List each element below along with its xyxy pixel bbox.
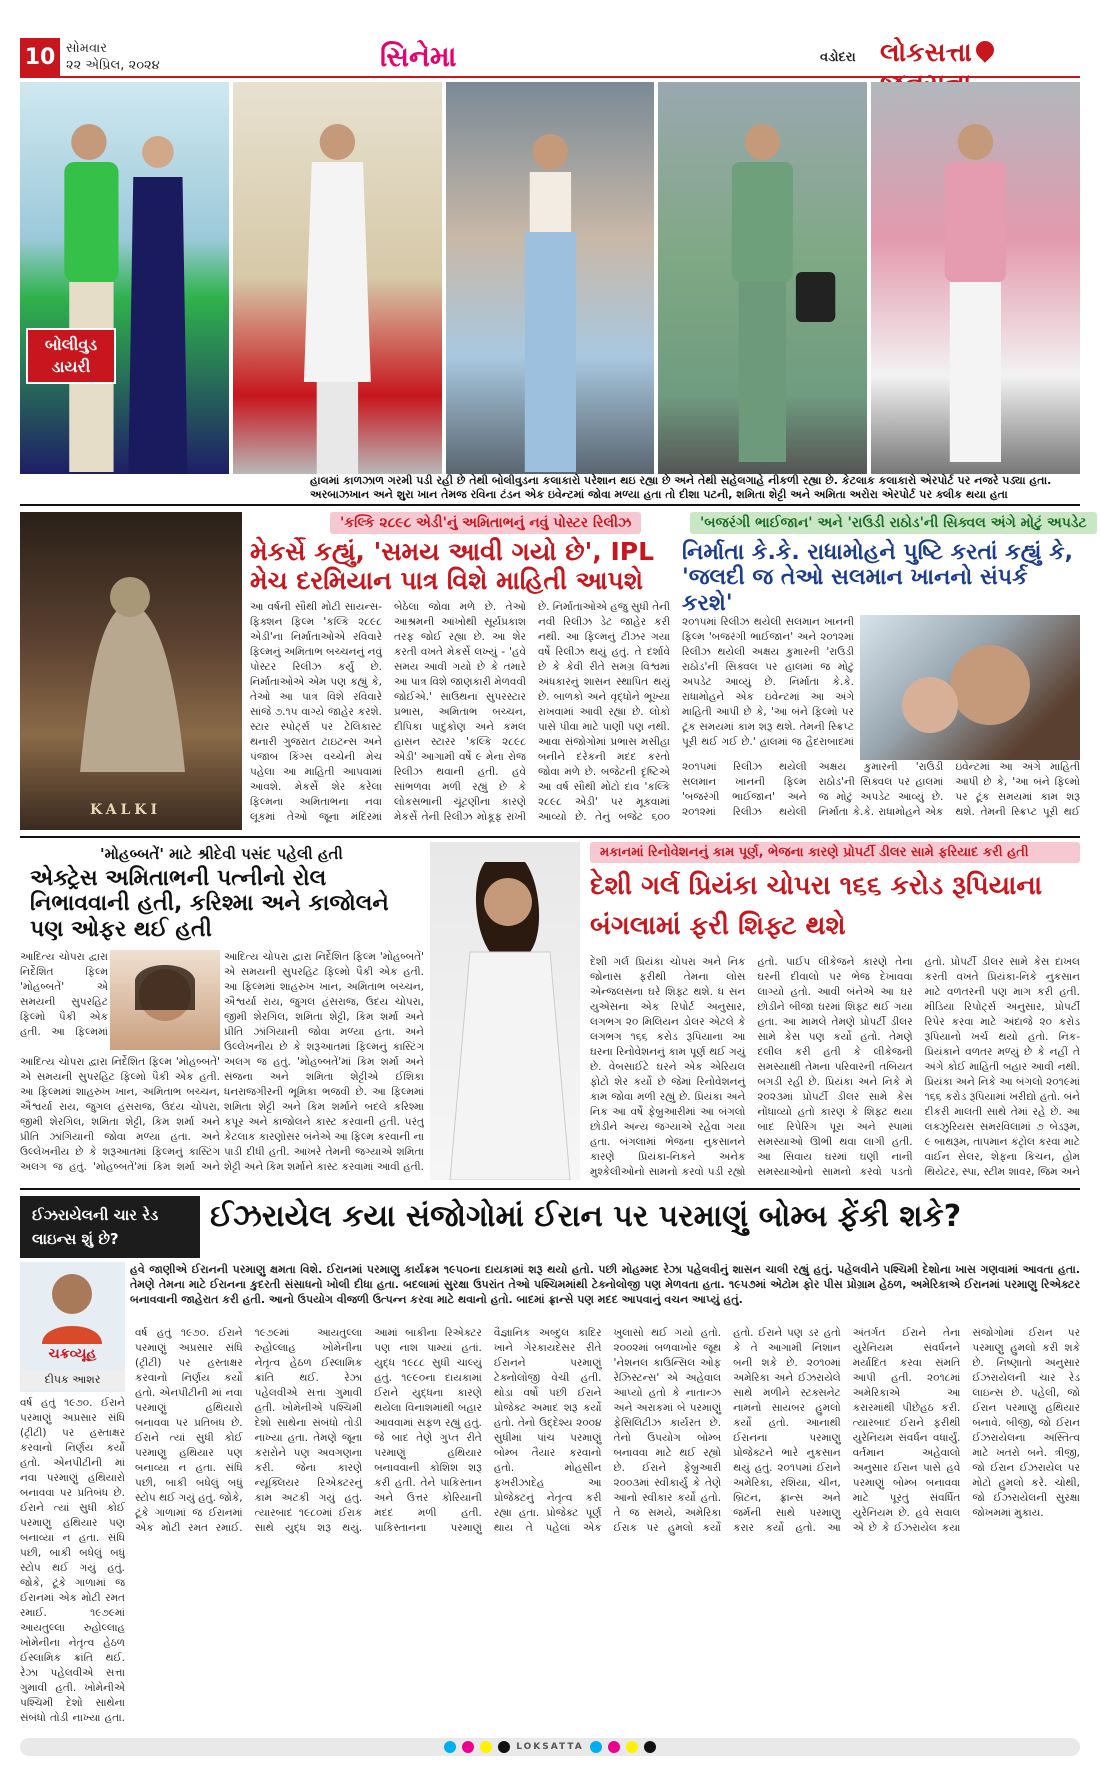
woman-figure-icon [871, 82, 1080, 474]
kalki-poster [20, 512, 242, 830]
sage-figure-icon [20, 512, 242, 830]
photo-raveena [233, 82, 442, 474]
photo-caption: હાલમાં કાળઝાળ ગરમી પડી રહી છે તેથી બોલીવુડના કલાકારો પરેશાન થઇ રહ્યા છે અને તેથી સહેલગાહે નીકળી રહ્યા છે. કેટલાક કલાકારો એરપોર્ટ પર નજરે પડ્યા હતા. અરબાઝખાન અને શુરા ખાન તેમજ રવિના ટંડન એક ઇવેન્ટમાં જોવા મળ્યા હતા તો દીશા પટની, શમિતા શેટ્ટી અને અમિતા અરોરા એરપોર્ટ પર ક્લીક થયા હતા [310, 474, 1052, 501]
actress-face-icon [110, 950, 220, 1050]
story4-headline: દેશી ગર્લ પ્રિયંકા ચોપરા ૧૬૬ કરોડ રૂપિયાના બંગલામાં ફરી શિફ્ટ થશે [590, 871, 1043, 942]
story5-intro: હવે જાણીએ ઈરાનની પરમાણુ ક્ષમતા વિશે. ઈરાનમાં પરમાણુ કાર્યક્રમ ૧૯૫૦ના દાયકામાં શરૂ થયો હતો. પછી મોહમ્મદ રેઝા પહેલવીનું શાસન ચાલી રહ્યું હતું. પહેલવીને પશ્ચિમી દેશોના ખાસ ગણવામાં આવતા હતા. તેમણે તેમના માટે ઈરાનના કુદરતી સંસાધનો ખોલી દીધા હતા. બદલામાં સુરક્ષા ઉપરાંત તેઓ પશ્ચિમમાંથી ટેક્નોલોજી પણ મેળવતા હતા. ૧૯૫૭માં એટોમ ફોર પીસ પ્રોગ્રામ હેઠળ, અમેરિકાએ ઈરાનમાં પરમાણુ રિએક્ટર બનાવવાની જાહેરાત કરી હતી. આનો ઉપયોગ વીજળી ઉત્પન્ન કરવા માટે થવાનો હતો. બાદમાં ફ્રાન્સે પણ મદદ આપવાનું વચન આપ્યું હતું. [130, 1263, 1080, 1306]
section-title: સિનેમા [380, 40, 457, 73]
day: સોમવાર [66, 41, 107, 56]
story3-body-left: આદિત્ય ચોપરા દ્વારા નિર્દેશિત ફિલ્મ 'મોહબ્બતેં' એ સમયની સુપરહિટ ફિલ્મો પૈકી એક હતી. આ ફિલ્મમાં શાહરુખ ખાન, અમિતાભ બચ્ચન, ઐશ્વર્યા રાય, જુગલ હંસરાજ, ઉદય ચોપરા, જીમી શેરગિલ, શમિતા શેટ્ટી, કિમ શર્મા અને પ્રીતિ ઝાંગિયાની જોવા મળ્યા હતા. અને ઉલ્લેખનીય છે કે શરૂઆતમાં ફિલ્મનું કાસ્ટિંગ અલગ જ હતું. 'મોહબ્બતેં'માં કિમ શર્મા અને [20, 1056, 220, 1173]
magenta-dot-icon [608, 1741, 620, 1753]
photo-arbaaz-shura [20, 82, 229, 474]
story4-kicker: મકાનમાં રિનોવેશનનું કામ પૂર્ણ, ભેજના કારણે પ્રોપર્ટી ડીલર સામે ફરિયાદ કરી હતી [590, 842, 1080, 863]
story2-kicker: 'બજરંગી ભાઈજાન' અને 'રાઉડી રાઠોડ'ની સિક્વલ અંગે મોટું અપડેટ [690, 512, 1097, 534]
story3-kicker: 'મોહબ્બતેં' માટે શ્રીદેવી પસંદ પહેલી હતી [90, 842, 353, 866]
woman-figure-icon [658, 82, 867, 474]
story2-body: ૨૦૧૫માં રિલીઝ થયેલી સલમાન ખાનની ફિલ્મ 'બજરંગી ભાઈજાન' અને ૨૦૧૨માં રિલીઝ થયેલી અક્ષય કુમારની 'રાઉડી રાઠોડ'ની સિક્વલ પર હાલમાં જ મોટું અપડેટ આવ્યું છે. નિર્માતા કે.કે. રાધામોહને એક ઇવેન્ટમાં આ અંગે માહિતી આપી છે કે, 'આ બંને ફિલ્મો પર ટૂંક સમયમાં કામ શરૂ થશે. તેમની સ્ક્રિપ્ટ પૂરી થઈ [682, 761, 1080, 818]
story3-body-right: આદિત્ય ચોપરા દ્વારા નિર્દેશિત ફિલ્મ 'મોહબ્બતેં' એ સમયની સુપરહિટ ફિલ્મો પૈકી એક હતી. આ ફિલ્મમાં શાહરુખ ખાન, અમિતાભ બચ્ચન, ઐશ્વર્યા રાય, જુગલ હંસરાજ, ઉદય ચોપરા, જીમી શેરગિલ, શમિતા શેટ્ટી, કિમ શર્મા અને પ્રીતિ ઝાંગિયાની જોવા મળ્યા હતા. અને ઉલ્લેખનીય છે કે શરૂઆતમાં ફિલ્મનું કાસ્ટિંગ અલગ જ હતું. 'મોહબ્બતેં'માં કિમ શર્મા અને સંજના અને શમિતા શેટ્ટીએ ઈશિકા ધનરાજગીરની ભૂમિકા ભજવી છે. આ ફિલ્મમાં શમિતા શેટ્ટી અને કિમ શર્માને બદલે કરિશ્મા કપૂર અને કાજોલને કાસ્ટ કરવાની હતી. પરંતુ કેટલાક કારણોસર બંનેએ આ ફિલ્મ કરવાની ના પાડી દીધી હતી. આખરે તેમની જગ્યાએ શમિતા શેટ્ટી અને કિમ શર્માને કાસ્ટ કરવામાં આવી હતી. [224, 951, 424, 1173]
woman-figure-icon [446, 82, 655, 474]
story3-body-lead: આદિત્ય ચોપરા દ્વારા નિર્દેશિત ફિલ્મ 'મોહબ્બતેં' એ સમયની સુપરહિટ ફિલ્મો પૈકી એક હતી. આ ફિલ્મમાં [20, 951, 108, 1038]
story1-body: આ વર્ષની સૌથી મોટી સાયન્સ-ફિક્શન ફિલ્મ 'કલ્કિ ૨૮૯૮ એડી'ના નિર્માતાઓએ રવિવારે ફિલ્મનું અમિતાભ બચ્ચનનું નવું પોસ્ટર રિલીઝ કર્યું છે. નિર્માતાઓએ એમ પણ કહ્યું કે, તેઓ આ પાત્ર વિશે રવિવારે સાંજે ૭.૧૫ વાગ્યે જાહેર કરશે. સ્ટાર સ્પોર્ટ્સ પર ટેલિકાસ્ટ થનારી ગુજરાત ટાઇટન્સ અને પંજાબ કિંગ્સ વચ્ચેની મેચ પહેલા આ માહિતી આપવામાં આવશે. મેકર્સે શેર કરેલા ફિલ્મના અમિતાભના નવા લૂકમાં તેઓ જૂના મંદિરમાં બેઠેલા જોવા મળે છે. તેઓ આશ્રમની આંખોથી સૂર્યપ્રકાશ તરફ જોઈ રહ્યા છે. આ શેર કરતી વખતે મેકર્સે લખ્યું - 'હવે સમય આવી ગયો છે કે તમારે આ પાત્ર વિશે જાણકારી મેળવવી જોઈએ.' સાઉથના સુપરસ્ટાર પ્રભાસ, અમિતાભ બચ્ચન, દીપિકા પાદુકોણ અને કમલ હાસન સ્ટારર 'કલ્કિ ૨૮૯૮ એડી' આગામી વર્ષે ૯ મેના રોજ રિલીઝ થવાની હતી. હવે સાંભળવા મળી રહ્યું છે કે લોકસભાની ચૂંટણીના કારણે મેકર્સે તેની રિલીઝ મોકૂફ રાખી છે. નિર્માતાઓએ હજુ સુધી તેની નવી રિલીઝ ડેટ જાહેર કરી નથી. આ ફિલ્મનું ટીઝર ગયા વર્ષે રિલીઝ થયું હતું. તે દર્શાવે છે કે કેવી રીતે સમગ્ર વિશ્વમાં અંધકારનું શાસન સ્થાપિત થયું છે. બાળકો અને વૃદ્ધોને ભૂખ્યા રાખવામાં આવી રહ્યા છે. લોકો પાસે પીવા માટે પાણી પણ નથી. આવા સંજોગોમાં પ્રભાસ મસીહા બનીને દરેકની મદદ કરતો જોવા મળે છે. બજેટની દૃષ્ટિએ આ વર્ષ સૌથી મોટો દાવ 'કલ્કિ ૨૮૯૮ એડી' પર મૂકવામાં આવ્યો છે. તેનું બજેટ ૬૦૦ [250, 601, 670, 823]
yellow-dot-icon [626, 1741, 638, 1753]
logo-left: લોકસત્તા [880, 38, 972, 68]
column-logo: ચક્રવ્યૂહ [48, 1346, 97, 1362]
woman-figure-icon [430, 842, 580, 1180]
map-pin-icon [972, 37, 997, 62]
story2-body-lead: ૨૦૧૫માં રિલીઝ થયેલી સલમાન ખાનની ફિલ્મ 'બજરંગી ભાઈજાન' અને ૨૦૧૨માં રિલીઝ થયેલી અક્ષય કુમારની 'રાઉડી રાઠોડ'ની સિક્વલ પર હાલમાં જ મોટું અપડેટ આવ્યું છે. નિર્માતા કે.કે. રાધામોહને એક ઇવેન્ટમાં આ અંગે માહિતી આપી છે કે, 'આ બંને ફિલ્મો પર ટૂંક સમયમાં કામ શરૂ થશે. તેમની સ્ક્રિપ્ટ પૂરી થઈ ગઈ છે.' હાલમાં જ હૈદરાબાદમાં [682, 616, 854, 748]
cyan-dot-icon [590, 1741, 602, 1753]
edition-city: વડોદરા [820, 50, 856, 65]
black-dot-icon [644, 1741, 656, 1753]
bollywood-diary-badge: બોલીવુડ ડાયરી [26, 328, 116, 384]
photo-shamita [658, 82, 867, 474]
story5-kicker: ઈઝરાયેલની ચાર રેડ લાઇન્સ શું છે? [20, 1196, 200, 1258]
author-box [20, 1262, 125, 1392]
story1-kicker: 'કલ્કિ ૨૮૯૮ એડી'નું અમિતાભનું નવું પોસ્ટર રિલીઝ [330, 512, 641, 534]
bollywood-photo-strip [20, 82, 1080, 474]
page-number: 10 [20, 38, 60, 76]
poster-title: KALKI [90, 802, 162, 818]
story5-body: વર્ષ હતું ૧૯૭૦. ઈરાને પરમાણું અપ્રસાર સંધિ (ટ્રીટી) પર હસ્તાક્ષર કરવાનો નિર્ણય કર્યો હતો. એનપીટીની માં નવા પરમાણું હથિયારો બનાવવા પર પ્રતિબંધ છે. ઈરાને ત્યાં સુધી કોઈ પરમાણુ હથિયાર પણ બનાવ્યા ન હતા. સંધિ પછી, બાકી બધેલું બધું સ્ટોપ થઈ ગયું હતું. જોકે, ટૂંકે ગાળામાં જ ઈરાનમાં એક મોટી રમત રમાઈ. ૧૯૭૯માં આયતુલ્લા રુહોલ્લાહ ખોમેનીના નેતૃત્વ હેઠળ ઈસ્લામિક ક્રાંતિ થઈ. રેઝા પહેલવીએ સત્તા ગુમાવી હતી. ખોમેનીએ પશ્ચિમી દેશો સાથેના સંબંધો તોડી નાખ્યા હતા. તેમણે જૂના કરારોને પણ અવગણના કરી. જેના કારણે ન્યૂક્લિયર રિએક્ટરનું કામ અટકી ગયું હતું. ત્યારબાદ ૧૯૮૦માં ઈરાક સાથે યુદ્ધ શરૂ થયું. આમાં બાકીના રિએક્ટર પણ નાશ પામ્યાં હતાં. યુદ્ધ ૧૯૮૮ સુધી ચાલ્યું હતું. ૧૯૯૦ના દાયકામાં ઈરાને યુદ્ધના કારણે થયેલા વિનાશમાંથી બહાર આવવામાં સફળ રહ્યું હતું. જે બાદ તેણે ગુપ્ત રીતે પરમાણું હથિયાર બનાવવાની કોશિશ શરૂ કરી હતી. તેને પાકિસ્તાન અને ઉત્તર કોરિયાની મદદ મળી હતી. પાકિસ્તાનના પરમાણું વૈજ્ઞાનિક અબ્દુલ કાદિર ખાને ગેરકાયદેસર રીતે ઈરાનને પરમાણું ટેક્નોલોજી વેચી હતી. થોડા વર્ષો પછી ઈરાને પ્રોજેક્ટ અમાદ શરૂ કર્યો હતો. તેનો ઉદ્દેશ્ય ૨૦૦૪ સુધીમાં પાંચ પરમાણું બોમ્બ તૈયાર કરવાનો હતો. મોહસીન ફખરીઝાદેહ આ પ્રોજેક્ટનું નેતૃત્વ કરી રહ્યા હતા. પ્રોજેક્ટ પૂર્ણ થાય તે પહેલાં એક ખુલાસો થઈ ગયો હતો. ૨૦૦૨માં બળવાખોર જૂથ 'નેશનલ કાઉન્સિલ ઓફ રેઝિસ્ટન્સ' એ અહેવાલ આપ્યો હતો કે નાતાન્ઝ અને અરાકમાં બે પરમાણું ફેસિલિટીઝ કાર્યરત છે. તેનો ઉપયોગ બોમ્બ બનાવવા માટે થઈ રહ્યો છે. ઈરાને ફેબ્રુઆરી ૨૦૦૩માં સ્વીકાર્યું કે તેણે આનો સ્વીકાર કર્યો હતો. તે જ સમયે, અમેરિકા ઈરાક પર હુમલો કર્યો હતો. ઈરાને પણ ડર હતો કે તે આગામી નિશાન બની શકે છે. ૨૦૧૦માં અમેરિકા અને ઈઝરાયેલે સાથે મળીને સ્ટક્સનેટ નામનો સાયબર હુમલો કર્યો હતો. આનાથી ઈરાનના પરમાણુ પ્રોજેક્ટને ભારે નુકસાન થયું હતું. ૨૦૧૫માં ઈરાને અમેરિકા, રશિયા, ચીન, બ્રિટન, ફ્રાન્સ અને જર્મની સાથે પરમાણુ કરાર કર્યો હતો. આ અંતર્ગત ઈરાને તેના યુરેનિયમ સંવર્ધનને મર્યાદિત કરવા સંમતિ આપી હતી. ૨૦૧૮માં અમેરિકાએ આ કરારમાંથી પીછેહઠ કરી. ત્યારબાદ ઈરાને ફરીથી યુરેનિયમ સંવર્ધન વધાર્યું. વર્તમાન અહેવાલો અનુસાર ઈરાન પાસે હવે પરમાણું બોમ્બ બનાવવા માટે પૂરતું સંવર્ધિત યુરેનિયમ છે. હવે સવાલ એ છે કે ઈઝરાયેલ કયા સંજોગોમાં ઈરાન પર પરમાણુ હુમલો કરી શકે છે. નિષ્ણાતો અનુસાર ઈઝરાયેલની ચાર રેડ લાઇન્સ છે. પહેલી, જો ઈરાન પરમાણુ હથિયાર બનાવે. બીજી, જો ઈરાન ઈઝરાયેલના અસ્તિત્વ માટે ખતરો બને. ત્રીજી, જો ઈરાન ઈઝરાયેલ પર મોટો હુમલો કરે. ચોથી, જો ઈઝરાયેલની સુરક્ષા જોખમમાં મુકાય. [135, 1327, 1080, 1534]
date-block [66, 40, 160, 74]
divider [20, 1188, 1080, 1190]
priyanka-photo [430, 842, 580, 1180]
date: ૨૨ એપ્રિલ, ૨૦૨૪ [66, 58, 160, 73]
magenta-dot-icon [462, 1741, 474, 1753]
sridevi-photo [110, 950, 220, 1050]
story4-body: દેશી ગર્લ પ્રિયંકા ચોપરા અને નિક જોનાસ ફરીથી તેમના લોસ એન્જલસના ઘરે શિફ્ટ થશે. ધ સન યુએસના એક રિપોર્ટ અનુસાર, લગભગ ૨૦ મિલિયન ડોલર એટલે કે લગભગ ૧૬૬ કરોડ રૂપિયાના આ ઘરના રિનોવેશનનું કામ પૂર્ણ થઈ ગયું છે. વેબસાઈટે ઘરને એક એરિયલ ફોટો શેર કર્યો છે જેમાં રિનોવેશનનું કામ જોવા મળી રહ્યું છે. પ્રિયંકા અને નિક આ વર્ષે ફેબ્રુઆરીમાં આ બંગલો છોડીને અન્ય જગ્યાએ રહેવા ગયા હતા. બંગલામાં ભેજના નુકસાનને કારણે પ્રિયંકા-નિકને અનેક મુશ્કેલીઓનો સામનો કરવો પડી રહ્યો હતો. પાઈપ લીકેજને કારણે તેના ઘરની દીવાલો પર ભેજ દેખાવવા લાગ્યો હતો. આવી બંનેએ આ ઘર છોડીને બીજા ઘરમાં શિફ્ટ થઈ ગયા હતા. આ મામલે તેમણે પ્રોપર્ટી ડીલર સામે કેસ પણ કર્યો હતો. તેમણે દલીલ કરી હતી કે લીકેજની સમસ્યાથી તેમના પરિવારની તબિયત બગડી રહી છે. પ્રિયંકા અને નિકે મે ૨૦૨૩માં પ્રોપર્ટી ડીલર સામે કેસ નોંધાવ્યો હતો કારણ કે શિફ્ટ થયા બાદ રિપેરિંગ પૂરા અને સ્પામાં સમસ્યાઓ ઊભી થવા લાગી હતી. આ સિવાય ઘરમાં ઘણી નાની સમસ્યાઓનો સામનો કરવો પડતો હતો. પ્રોપર્ટી ડીલર સામે કેસ દાખલ કરતી વખતે પ્રિયંકા-નિકે નુકસાન માટે વળતરની પણ માગ કરી હતી. મીડિયા રિપોર્ટ્સ અનુસાર, પ્રોપર્ટી રિપેર કરવા માટે અંદાજે ૨૦ કરોડ રૂપિયાનો ખર્ચ થયો હતો. નિક-પ્રિયંકાને વળતર મળ્યું છે કે નહીં તે અંગે કોઈ માહિતી બહાર આવી નથી. પ્રિયંકા અને નિકે આ બંગલો ૨૦૧૯માં ૧૬૬ કરોડ રૂપિયામાં ખરીદ્યો હતો. બંને દીકરી માલતી સાથે તેમાં રહે છે. આ લક્ઝુરિયસ સમરવિલામાં ૭ બેડરૂમ, ૯ બાથરૂમ, તાપમાન કંટ્રોલ કરવા માટે વાઈન સેલર, શેફના કિચન, હોમ થિયેટર, સ્પા, સ્ટીમ શાવર, જિમ અને [590, 956, 1080, 1178]
story5-body-col1: વર્ષ હતું ૧૯૭૦. ઈરાને પરમાણું અપ્રસાર સંધિ (ટ્રીટી) પર હસ્તાક્ષર કરવાનો નિર્ણય કર્યો હતો. એનપીટીની માં નવા પરમાણું હથિયારો બનાવવા પર પ્રતિબંધ છે. ઈરાને ત્યાં સુધી કોઈ પરમાણુ હથિયાર પણ બનાવ્યા ન હતા. સંધિ પછી, બાકી બધેલું બધું સ્ટોપ થઈ ગયું હતું. જોકે, ટૂંકે ગાળામાં જ ઈરાનમાં એક મોટી રમત રમાઈ. ૧૯૭૯માં આયતુલ્લા રુહોલ્લાહ ખોમેનીના નેતૃત્વ હેઠળ ઈસ્લામિક ક્રાંતિ થઈ. રેઝા પહેલવીએ સત્તા ગુમાવી હતી. ખોમેનીએ પશ્ચિમી દેશો સાથેના સંબંધો તોડી નાખ્યા હતા. [20, 1397, 125, 1724]
masthead [20, 38, 1080, 78]
yellow-dot-icon [480, 1741, 492, 1753]
divider [20, 836, 1080, 838]
cyan-dot-icon [444, 1741, 456, 1753]
author-photo-icon [20, 1262, 125, 1344]
woman-figure-icon [233, 82, 442, 474]
story5-headline: ઈઝરાયેલ કયા સંજોગોમાં ઈરાન પર પરમાણું બોમ્બ ફેંકી શકે? [210, 1199, 962, 1234]
author-name: દીપક આશર [20, 1370, 125, 1390]
couple-figure-icon [20, 82, 229, 474]
divider [20, 504, 1080, 506]
black-dot-icon [498, 1741, 510, 1753]
photo-disha [446, 82, 655, 474]
actor-face-icon [860, 615, 1080, 760]
photo-amita [871, 82, 1080, 474]
footer-bar [20, 1738, 1080, 1756]
footer-letters: LOKSATTA [516, 1742, 584, 1752]
story3-headline: એક્ટ્રેસ અમિતાભની પત્નીનો રોલ નિભાવવાની હતી, કરિશ્મા અને કાજોલને પણ ઓફર થઈ હતી [30, 866, 389, 942]
story1-headline: મેકર્સે કહ્યું, 'સમય આવી ગયો છે', IPL મેચ દરમિયાન પાત્ર વિશે માહિતી આપશે [250, 537, 655, 595]
story2-headline: નિર્માતા કે.કે. રાધામોહને પુષ્ટિ કરતાં કહ્યું કે, 'જલદી જ તેઓ સલમાન ખાનનો સંપર્ક કરશે' [682, 540, 1073, 616]
salman-photo [860, 615, 1080, 760]
